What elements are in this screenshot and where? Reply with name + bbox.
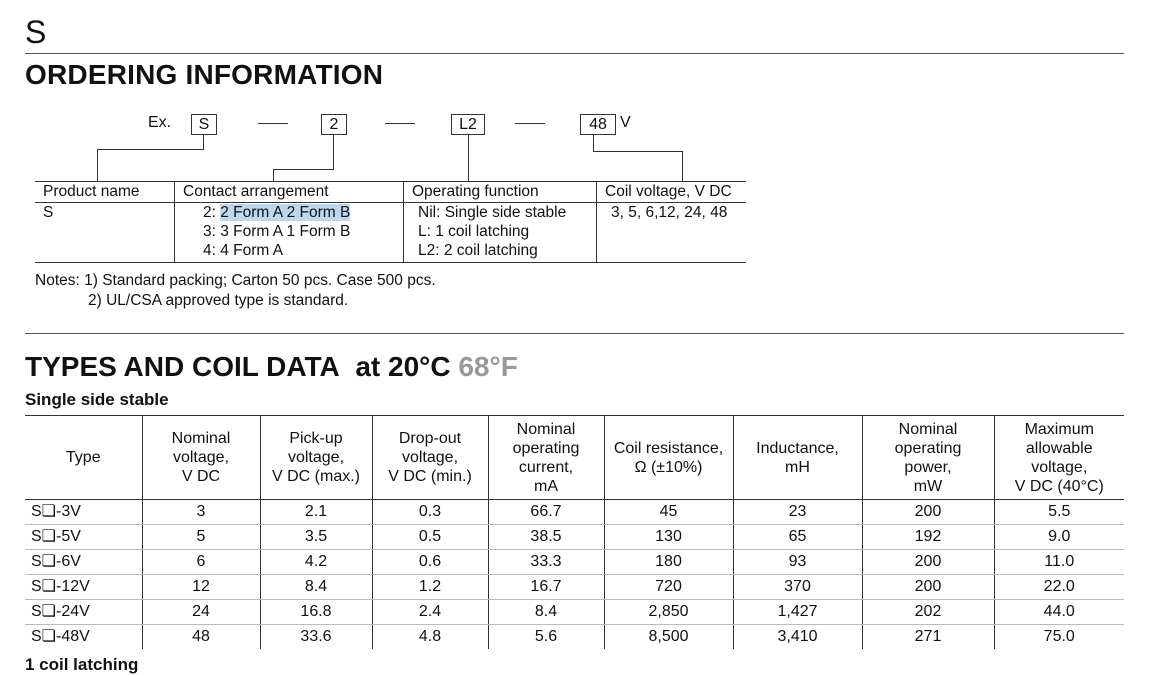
coil-header-line: mA — [534, 477, 558, 495]
coil-header-cell — [733, 416, 862, 500]
coil-row — [25, 550, 1124, 575]
coil-header-line: V DC (max.) — [272, 468, 360, 485]
connector-line — [468, 134, 469, 181]
coil-value-cell: 2,850 — [604, 600, 733, 625]
coil-value-cell: 1.2 — [372, 575, 488, 600]
function-option: L: 1 coil latching — [418, 223, 530, 240]
connector-line — [97, 149, 98, 181]
code-suffix: V — [620, 114, 631, 131]
connector-line — [682, 151, 683, 181]
coil-value-cell: 9.0 — [994, 525, 1124, 550]
coil-value-cell: 200 — [862, 575, 994, 600]
coil-value-cell: 180 — [604, 550, 733, 575]
contact-option — [203, 203, 403, 222]
connector-line — [593, 151, 683, 152]
header-product-name: Product name — [35, 182, 175, 203]
coil-value-cell: 5.5 — [994, 500, 1124, 525]
function-option: L2: 2 coil latching — [418, 242, 538, 259]
coil-value-cell: 16.7 — [488, 575, 604, 600]
coil-value-cell: 1,427 — [733, 600, 862, 625]
connector-line — [273, 169, 334, 170]
coil-type-cell: S❏-12V — [25, 575, 142, 600]
coil-row — [25, 525, 1124, 550]
coil-header-line: Coil resistance, — [613, 439, 724, 457]
example-prefix: Ex. — [148, 114, 172, 131]
header-letter: S — [25, 14, 47, 50]
coil-header-line: Nominal — [898, 420, 958, 438]
contact-option-selected: 2 Form A 2 Form B — [220, 204, 351, 221]
types-title — [25, 350, 518, 384]
coil-value-cell: 45 — [604, 500, 733, 525]
coil-header-row — [25, 416, 1124, 500]
code-box-product: S — [191, 114, 217, 135]
coil-value-cell: 11.0 — [994, 550, 1124, 575]
coil-type-cell: S❏-5V — [25, 525, 142, 550]
coil-row — [25, 575, 1124, 600]
coil-value-cell: 38.5 — [488, 525, 604, 550]
coil-header-line: operating — [894, 439, 962, 457]
coil-value-cell: 2.1 — [260, 500, 372, 525]
function-option: Nil: Single side stable — [418, 204, 567, 221]
types-title-text: TYPES AND COIL DATA — [25, 351, 340, 382]
coil-header-line: voltage, — [401, 449, 459, 466]
coil-value-cell: 75.0 — [994, 625, 1124, 650]
coil-value-cell: 16.8 — [260, 600, 372, 625]
coil-value-cell: 22.0 — [994, 575, 1124, 600]
coil-value-cell: 93 — [733, 550, 862, 575]
header-contact-arrangement: Contact arrangement — [175, 182, 404, 203]
coil-value-cell: 720 — [604, 575, 733, 600]
coil-value-cell: 33.3 — [488, 550, 604, 575]
coil-header-line: power, — [904, 458, 952, 476]
code-box-contact: 2 — [321, 114, 347, 135]
coil-header-line: voltage, — [287, 449, 345, 466]
types-temp-f: 68°F — [458, 351, 518, 382]
contact-option: 3: 3 Form A 1 Form B — [203, 223, 351, 240]
ordering-body-row — [35, 203, 746, 263]
voltage-options: 3, 5, 6,12, 24, 48 — [597, 203, 747, 263]
code-box-function: L2 — [451, 114, 485, 135]
coil-value-cell: 370 — [733, 575, 862, 600]
coil-value-cell: 202 — [862, 600, 994, 625]
coil-header-line: Pick-up — [289, 430, 343, 447]
header-coil-voltage: Coil voltage, V DC — [597, 182, 747, 203]
coil-header-cell — [25, 416, 142, 500]
coil-value-cell: 5.6 — [488, 625, 604, 650]
ordering-title: ORDERING INFORMATION — [25, 59, 384, 90]
header-rule — [25, 53, 1124, 54]
coil-header-line: Nominal — [171, 430, 231, 447]
coil-header-cell — [142, 416, 260, 500]
coil-value-cell: 0.5 — [372, 525, 488, 550]
coil-value-cell: 66.7 — [488, 500, 604, 525]
coil-value-cell: 5 — [142, 525, 260, 550]
coil-value-cell: 65 — [733, 525, 862, 550]
coil-value-cell: 3 — [142, 500, 260, 525]
code-box-voltage: 48 — [580, 114, 616, 135]
connector-line — [273, 169, 274, 181]
coil-value-cell: 4.2 — [260, 550, 372, 575]
coil-type-cell: S❏-24V — [25, 600, 142, 625]
coil-value-cell: 192 — [862, 525, 994, 550]
coil-header-line: V DC (40°C) — [1014, 477, 1104, 495]
code-dash — [515, 123, 545, 124]
coil-header-cell — [862, 416, 994, 500]
coil-row — [25, 500, 1124, 525]
coil-value-cell: 48 — [142, 625, 260, 650]
coil-value-cell: 24 — [142, 600, 260, 625]
next-section-title: 1 coil latching — [25, 655, 139, 674]
connector-line — [97, 149, 204, 150]
coil-header-line: Maximum — [1024, 420, 1094, 438]
coil-data-table — [25, 415, 1124, 649]
coil-header-line: Ω (±10%) — [634, 458, 703, 476]
coil-header-cell — [372, 416, 488, 500]
coil-value-cell: 3.5 — [260, 525, 372, 550]
coil-row — [25, 625, 1124, 650]
coil-value-cell: 3,410 — [733, 625, 862, 650]
coil-value-cell: 0.6 — [372, 550, 488, 575]
coil-header-cell — [604, 416, 733, 500]
coil-header-line: voltage, — [172, 449, 230, 466]
coil-header-line: Drop-out — [398, 430, 462, 447]
code-dash — [385, 123, 415, 124]
coil-value-cell: 23 — [733, 500, 862, 525]
coil-value-cell: 2.4 — [372, 600, 488, 625]
coil-header-cell — [994, 416, 1124, 500]
coil-type-cell: S❏-6V — [25, 550, 142, 575]
note-1: Notes: 1) Standard packing; Carton 50 pcs. Case 500 pcs. — [35, 272, 436, 289]
coil-value-cell: 33.6 — [260, 625, 372, 650]
coil-value-cell: 200 — [862, 500, 994, 525]
coil-header-line: operating — [512, 439, 580, 457]
coil-value-cell: 44.0 — [994, 600, 1124, 625]
contact-option: 4: 4 Form A — [203, 242, 284, 259]
product-value: S — [35, 203, 175, 263]
connector-line — [333, 134, 334, 169]
coil-value-cell: 12 — [142, 575, 260, 600]
connector-line — [203, 134, 204, 149]
coil-type-cell: S❏-3V — [25, 500, 142, 525]
coil-value-cell: 130 — [604, 525, 733, 550]
header-operating-function: Operating function — [404, 182, 597, 203]
coil-header-line: V DC (min.) — [388, 468, 472, 485]
coil-value-cell: 8,500 — [604, 625, 733, 650]
coil-row — [25, 600, 1124, 625]
coil-header-line: allowable — [1025, 439, 1093, 457]
coil-value-cell: 8.4 — [260, 575, 372, 600]
coil-header-line: mW — [913, 477, 943, 495]
coil-header-line: mH — [785, 458, 810, 476]
coil-value-cell: 6 — [142, 550, 260, 575]
types-temp-c: at 20°C — [355, 351, 451, 382]
code-dash — [258, 123, 288, 124]
section-rule — [25, 333, 1124, 334]
coil-header-line: current, — [518, 458, 574, 476]
coil-header-line: Type — [65, 449, 101, 466]
types-subtitle: Single side stable — [25, 390, 169, 409]
contact-option-code: 2: — [203, 204, 221, 221]
coil-header-cell — [488, 416, 604, 500]
coil-header-line: voltage, — [1031, 458, 1088, 476]
coil-value-cell: 4.8 — [372, 625, 488, 650]
ordering-notes — [35, 271, 436, 311]
coil-header-line: Nominal — [516, 420, 576, 438]
note-2: 2) UL/CSA approved type is standard. — [88, 292, 349, 309]
coil-body — [25, 500, 1124, 650]
coil-header-line: Inductance, — [756, 439, 839, 457]
coil-value-cell: 0.3 — [372, 500, 488, 525]
coil-header-line: V DC — [181, 468, 221, 485]
ordering-header-row — [35, 182, 746, 203]
coil-value-cell: 200 — [862, 550, 994, 575]
contact-options — [175, 203, 404, 263]
function-options — [404, 203, 597, 263]
connector-line — [593, 134, 594, 151]
coil-type-cell: S❏-48V — [31, 628, 90, 645]
coil-value-cell: 8.4 — [488, 600, 604, 625]
coil-header-cell — [260, 416, 372, 500]
coil-value-cell: 271 — [862, 625, 994, 650]
ordering-table — [35, 181, 746, 263]
